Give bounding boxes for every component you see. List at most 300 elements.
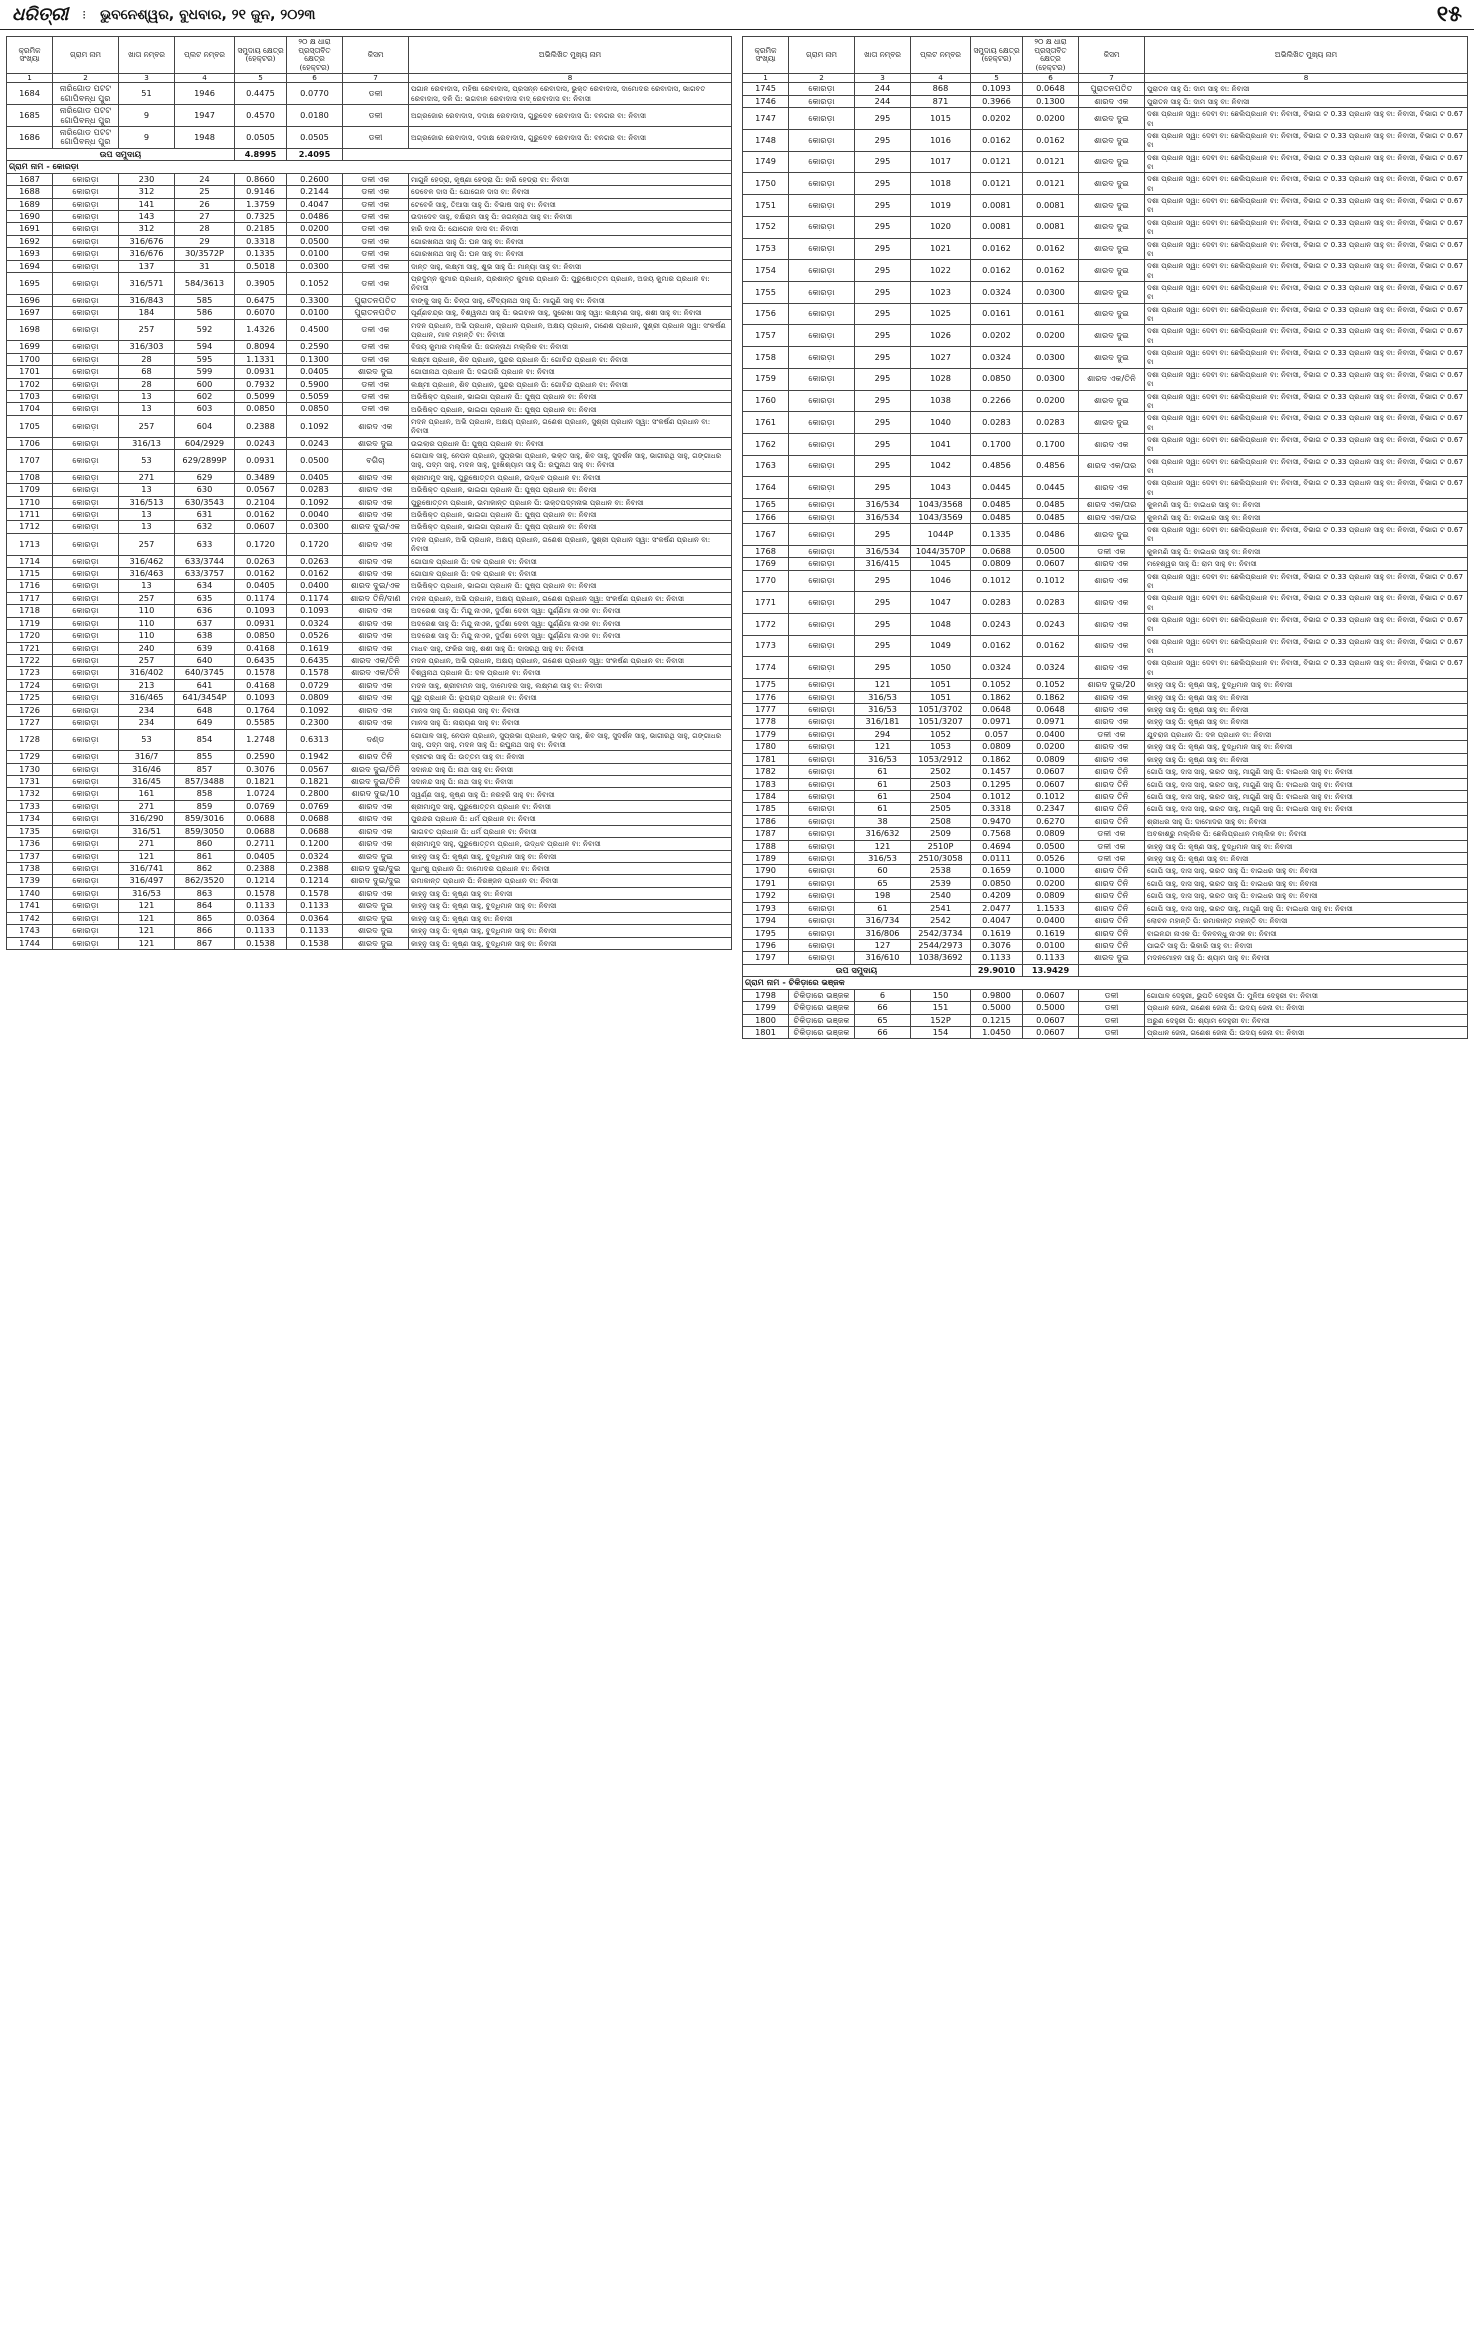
serial-cell: 1786 [743,815,789,827]
khata-cell: 28 [119,378,175,390]
kisam-cell: ଶାରଦ ଦୁଇ/ତିନି [343,776,409,788]
land-record-row [7,248,732,260]
kisam-cell: ଶାରଦ ଏକ [343,717,409,729]
serial-cell: 1741 [7,900,53,912]
proposed-area-cell: 0.0607 [1023,558,1079,570]
owner-cell: ଗୋପାଳ ସାହୁ, ନେପନ ପ୍ରଧାନ, ସୁପ୍ରଭା ପ୍ରଧାନ, ଭକ୍ତ ସାହୁ, ଶିବ ସାହୁ, ସୁଦର୍ଶନ ସାହୁ, ଭାଗୀରଥି ସାହୁ, ଗଙ୍ଗାଧର ସାହୁ, ପଦ୍ମ ସାହୁ, ମଦନ ସାହୁ, ଦୁଃଖିଶ୍ୟାମ ସାହୁ ପି: ରଘୁନାଥ ସାହୁ ବା: ନିବାସୀ [409,450,732,472]
proposed-area-cell: 0.0300 [1023,368,1079,390]
proposed-area-cell: 0.0505 [287,127,343,149]
khata-cell: 61 [855,803,911,815]
serial-cell: 1789 [743,853,789,865]
plot-cell: 633 [175,533,235,555]
plot-cell: 1047 [911,592,971,614]
owner-cell: ଦଶା ପ୍ରଧାନ ସ୍ୱା: ଦେବୀ ବା: ଛେଲିପ୍ରଧାନ ବା: ନିବାସୀ, ବିଭାଗ ଟ 0.33 ପ୍ରଧାନ ସାହୁ ବା: ନିବାସୀ, ବିଭାଗ ଟ 0.67 ବା [1145,108,1468,130]
plot-cell: 154 [911,1026,971,1038]
owner-cell: ଲକ୍ଷ୍ମୀ ପ୍ରଧାନ, ଶିବ ପ୍ରଧାନ, ସୁନ୍ଦର ପ୍ରଧାନ ପି: ଗୋବିନ୍ଦ ପ୍ରଧାନ ବା: ନିବାସୀ [409,353,732,365]
proposed-area-cell: 0.0161 [1023,303,1079,325]
kisam-cell: ଡଳୀ ଏକ [343,248,409,260]
plot-cell: 1946 [175,83,235,105]
colnum: 6 [1023,74,1079,83]
plot-cell: 641 [175,679,235,691]
plot-cell: 863 [175,887,235,899]
proposed-area-cell: 0.0500 [1023,545,1079,557]
khata-cell: 121 [855,679,911,691]
owner-cell: ଗୋପି ସାହୁ, ଦାସ ସାହୁ, ଭରତ ସାହୁ, ମାଗୁଣି ସାହୁ ପି: ବାଇଧର ସାହୁ ବା: ନିବାସୀ [1145,803,1468,815]
village-cell: କୋରଡ଼ା [53,813,119,825]
owner-cell: ଉଦାଦେବ ସାହୁ, ବକ୍ଷିରାମ ସାହୁ ପି: ଜଗନ୍ନାଥ ସାହୁ ବା: ନିବାସୀ [409,210,732,222]
kisam-cell: ଶାରଦ ଏକ [343,568,409,580]
khata-cell: 295 [855,195,911,217]
village-cell: କୋରଡ଼ା [53,838,119,850]
land-record-row [743,766,1468,778]
owner-cell: କାହ୍ନୁ ସାହୁ ପି: କୃଷ୍ଣ ସାହୁ ବା: ନିବାସୀ [1145,716,1468,728]
village-cell: କୋରଡ଼ା [789,433,855,455]
khata-cell: 295 [855,570,911,592]
serial-cell: 1783 [743,778,789,790]
land-record-row [7,654,732,666]
land-record-row [7,568,732,580]
colnum: 2 [53,74,119,83]
serial-cell: 1756 [743,303,789,325]
owner-cell: ମଦନ ପ୍ରଧାନ, ଅଭି ପ୍ରଧାନ, ଅକ୍ଷୟ ପ୍ରଧାନ, ଗଣେଶ ପ୍ରଧାନ ସ୍ୱା: ସଂକର୍ଷଣ ପ୍ରଧାନ ବା: ନିବାସୀ [409,592,732,604]
colnum: 5 [235,74,287,83]
kisam-cell: ଶାରଦ ଏକ/ତିନି [1079,368,1145,390]
kisam-cell: ଶାରଦ ଦୁଇ/ତିନି [343,763,409,775]
proposed-area-cell: 0.0809 [1023,890,1079,902]
khata-cell: 244 [855,95,911,107]
owner-cell: ହାରି ଦାସ ପି: ଯୋଗେନ ଦାସ ବା: ନିବାସୀ [409,223,732,235]
land-record-row [743,108,1468,130]
owner-cell: ଦଶା ପ୍ରଧାନ ସ୍ୱା: ଦେବୀ ବା: ଛେଲିପ୍ରଧାନ ବା: ନିବାସୀ, ବିଭାଗ ଟ 0.33 ପ୍ରଧାନ ସାହୁ ବା: ନିବାସୀ, ବିଭାଗ ଟ 0.67 ବା [1145,347,1468,369]
kisam-cell: ଡଳୀ ଏକ [343,260,409,272]
serial-cell: 1721 [7,642,53,654]
total-area-cell: 0.0121 [971,151,1023,173]
land-record-row [7,729,732,751]
owner-cell: ସଦାନନ୍ଦ ସାହୁ ପି: ନାଥ ସାହୁ ବା: ନିବାସୀ [409,763,732,775]
owner-cell: ଯୁବରାଜ ପ୍ରଧାନ ପି: ଦଳ ପ୍ରଧାନ ବା: ନିବାସୀ [1145,728,1468,740]
land-record-row [743,679,1468,691]
proposed-area-cell: 0.0809 [1023,828,1079,840]
serial-cell: 1801 [743,1026,789,1038]
proposed-area-cell: 0.6313 [287,729,343,751]
land-record-row [7,717,732,729]
serial-cell: 1753 [743,238,789,260]
khata-cell: 66 [855,1002,911,1014]
khata-cell: 61 [855,766,911,778]
kisam-cell: ଶାରଦ ତିନି [1079,915,1145,927]
serial-cell: 1738 [7,863,53,875]
khata-cell: 316/7 [119,751,175,763]
total-area-cell: 0.1764 [235,704,287,716]
plot-cell: 866 [175,925,235,937]
total-area-cell: 0.0809 [971,741,1023,753]
owner-cell: ଗୋପାଳ ଦେହୁରୀ, ଭୁପତି ଦେହୁରୀ ପି: ମୁଳିଆ ଦେହୁରୀ ବା: ନିବାସୀ [1145,989,1468,1001]
khata-cell: 316/462 [119,555,175,567]
khata-cell: 257 [119,592,175,604]
header-separator: ⁝ [82,7,87,22]
plot-cell: 629 [175,471,235,483]
village-cell: କୋରଡ଼ା [53,654,119,666]
plot-cell: 1027 [911,347,971,369]
owner-cell: ଦଶା ପ୍ରଧାନ ସ୍ୱା: ଦେବୀ ବା: ଛେଲିପ୍ରଧାନ ବା: ନିବାସୀ, ବିଭାଗ ଟ 0.33 ପ୍ରଧାନ ସାହୁ ବା: ନିବାସୀ, ବିଭାଗ ଟ 0.67 ବା [1145,412,1468,434]
kisam-cell: ଶାରଦ ଏକ [343,484,409,496]
plot-cell: 1028 [911,368,971,390]
khata-cell: 295 [855,390,911,412]
proposed-area-cell: 0.1942 [287,751,343,763]
plot-cell: 31 [175,260,235,272]
plot-cell: 855 [175,751,235,763]
land-record-row [743,939,1468,951]
village-section-label: ଗ୍ରାମ ନାମ - ଚିକିଡ଼ାରେ ଭଞ୍ଜକ [743,977,1468,989]
kisam-cell: ଶାରଦ ଦୁଇ [343,366,409,378]
total-area-cell: 0.1720 [235,533,287,555]
village-cell: କୋରଡ଼ା [789,238,855,260]
proposed-area-cell: 0.1619 [1023,927,1079,939]
serial-cell: 1735 [7,825,53,837]
plot-cell: 1040 [911,412,971,434]
col-head-serial: କ୍ରମିକ ସଂଖ୍ୟା [7,37,53,74]
village-cell: କୋରଡ଼ା [789,902,855,914]
kisam-cell: ଶାରଦ ଏକ [343,555,409,567]
village-cell: କୋରଡ଼ା [53,484,119,496]
proposed-area-cell: 0.0400 [1023,915,1079,927]
khata-cell: 295 [855,592,911,614]
total-area-cell: 0.3318 [235,235,287,247]
land-record-row [7,679,732,691]
serial-cell: 1764 [743,477,789,499]
village-cell: କୋରଡ଼ା [53,605,119,617]
total-area-cell: 0.057 [971,728,1023,740]
plot-cell: 1018 [911,173,971,195]
plot-cell: 865 [175,912,235,924]
serial-cell: 1723 [7,667,53,679]
proposed-area-cell: 0.1012 [1023,790,1079,802]
land-record-row [743,173,1468,195]
plot-cell: 2508 [911,815,971,827]
land-record-row [7,260,732,272]
proposed-area-cell: 0.3300 [287,294,343,306]
proposed-area-cell: 0.1092 [287,496,343,508]
plot-cell: 629/2899P [175,450,235,472]
land-record-row [7,521,732,533]
village-cell: ନାରିଗୋଡ ପଟଟ ଗୋପିବନ୍ଧ ପୁର [53,83,119,105]
serial-cell: 1733 [7,800,53,812]
proposed-area-cell: 0.0526 [1023,853,1079,865]
proposed-area-cell: 0.0445 [1023,477,1079,499]
land-record-row [7,763,732,775]
proposed-area-cell: 0.2347 [1023,803,1079,815]
proposed-area-cell: 0.0688 [287,813,343,825]
village-cell: କୋରଡ଼ା [789,95,855,107]
khata-cell: 316/632 [855,828,911,840]
land-record-row [743,853,1468,865]
kisam-cell: ଡଳୀ ଏକ [343,403,409,415]
owner-cell: ପୂର୍ଣ୍ଣଚନ୍ଦ୍ର ସାହୁ, ବିଶ୍ୱନାଥ ସାହୁ ପି: ଭଗବାନ ସାହୁ, ସୁରେଖା ସାହୁ ସ୍ୱା: ଲକ୍ଷ୍ମଣ ସାହୁ, ଶଶୀ ସାହୁ ବା: ନିବାସୀ [409,307,732,319]
col-head-total-area: ସମୁଦାୟ କ୍ଷେତ୍ର (ହେକ୍ଟର) [971,37,1023,74]
khata-cell: 295 [855,216,911,238]
owner-cell: ଦଶା ପ୍ରଧାନ ସ୍ୱା: ଦେବୀ ବା: ଛେଲିପ୍ରଧାନ ବା: ନିବାସୀ, ବିଭାଗ ଟ 0.33 ପ୍ରଧାନ ସାହୁ ବା: ନିବାସୀ, ବିଭାଗ ଟ 0.67 ବା [1145,613,1468,635]
owner-cell: ମହେଶ୍ୱର ସାହୁ ପି: ରାମ ସାହୁ ବା: ନିବାସୀ [1145,558,1468,570]
village-cell: କୋରଡ଼ା [789,368,855,390]
kisam-cell: ଶାରଦ ଏକ [1079,716,1145,728]
kisam-cell: ଶାରଦ ଏକ [1079,95,1145,107]
owner-cell: ଦଶା ପ୍ରଧାନ ସ୍ୱା: ଦେବୀ ବା: ଛେଲିପ୍ରଧାନ ବା: ନିବାସୀ, ବିଭାଗ ଟ 0.33 ପ୍ରଧାନ ସାହୁ ବା: ନିବାସୀ, ବିଭାଗ ଟ 0.67 ବା [1145,657,1468,679]
serial-cell: 1694 [7,260,53,272]
colnum: 7 [1079,74,1145,83]
right-column [742,36,1468,2331]
proposed-area-cell: 0.0770 [287,83,343,105]
proposed-area-cell: 0.0243 [287,437,343,449]
kisam-cell: ପୁରାତନପତିତ [1079,83,1145,95]
proposed-area-cell: 0.0729 [287,679,343,691]
proposed-area-cell: 0.4500 [287,319,343,341]
land-record-row [743,347,1468,369]
dateline: ଭୁବନେଶ୍ୱର, ବୁଧବାର, ୨୧ ଜୁନ, ୨୦୨୩ [100,6,316,23]
plot-cell: 1025 [911,303,971,325]
total-area-cell: 0.9800 [971,989,1023,1001]
village-cell: କୋରଡ଼ା [53,496,119,508]
owner-cell: ଦଶା ପ୍ରଧାନ ସ୍ୱା: ଦେବୀ ବା: ଛେଲିପ୍ରଧାନ ବା: ନିବାସୀ, ବିଭାଗ ଟ 0.33 ପ୍ରଧାନ ସାହୁ ବା: ନିବାସୀ, ବିଭାଗ ଟ 0.67 ବା [1145,635,1468,657]
khata-cell: 13 [119,484,175,496]
owner-cell: ଗୋପାଳ ସାହୁ, ନେପନ ପ୍ରଧାନ, ସୁପ୍ରଭା ପ୍ରଧାନ, ଭକ୍ତ ସାହୁ, ଶିବ ସାହୁ, ସୁଦର୍ଶନ ସାହୁ, ଭାଗୀରଥି ସାହୁ, ଗଙ୍ଗାଧର ସାହୁ, ପଦ୍ମ ସାହୁ, ମଦନ ସାହୁ ପି: ରଘୁନାଥ ସାହୁ ବା: ନିବାସୀ [409,729,732,751]
plot-cell: 640 [175,654,235,666]
serial-cell: 1785 [743,803,789,815]
total-area-cell: 1.0724 [235,788,287,800]
owner-cell: ଦଶା ପ୍ରଧାନ ସ୍ୱା: ଦେବୀ ବା: ଛେଲିପ୍ରଧାନ ବା: ନିବାସୀ, ବିଭାଗ ଟ 0.33 ପ୍ରଧାନ ସାହୁ ବା: ନିବାସୀ, ବିଭାଗ ଟ 0.67 ବା [1145,390,1468,412]
kisam-cell: ଶାରଦ ଏକ [1079,635,1145,657]
owner-cell: ଗୋପି ସାହୁ, ଦାସ ସାହୁ, ଭରତ ସାହୁ ପି: ବାଇଧର ସାହୁ ବା: ନିବାସୀ [1145,890,1468,902]
serial-cell: 1739 [7,875,53,887]
khata-cell: 61 [855,778,911,790]
total-area-cell: 0.0931 [235,366,287,378]
plot-cell: 1053/2912 [911,753,971,765]
khata-cell: 13 [119,580,175,592]
khata-cell: 316/53 [855,691,911,703]
proposed-area-cell: 0.1012 [1023,570,1079,592]
khata-cell: 295 [855,260,911,282]
serial-cell: 1710 [7,496,53,508]
total-area-cell: 0.1133 [971,952,1023,964]
kisam-cell: ଶାରଦ ଦୁଇ [1079,303,1145,325]
serial-cell: 1716 [7,580,53,592]
serial-cell: 1725 [7,692,53,704]
proposed-area-cell: 0.0200 [287,223,343,235]
khata-cell: 316/513 [119,496,175,508]
land-record-row [743,728,1468,740]
village-cell: କୋରଡ଼ା [789,613,855,635]
village-cell: କୋରଡ଼ା [789,545,855,557]
land-record-row [7,555,732,567]
proposed-area-cell: 0.0971 [1023,716,1079,728]
owner-cell: ଦାନ୍ତ ସାହୁ, ଲକ୍ଷ୍ମୀ ସାହୁ, ଶୁଭ ସାହୁ ପି: ମାନ୍ୟା ସାହୁ ବା: ନିବାସୀ [409,260,732,272]
serial-cell: 1711 [7,509,53,521]
total-area-cell: 0.0850 [235,630,287,642]
owner-cell: ଗୋପି ସାହୁ, ଦାସ ସାହୁ, ଭରତ ସାହୁ, ମାଗୁଣି ସାହୁ ପି: ବାଇଧର ସାହୁ ବା: ନିବାସୀ [1145,766,1468,778]
owner-cell: ଦଶା ପ୍ରଧାନ ସ୍ୱା: ଦେବୀ ବା: ଛେଲିପ୍ରଧାନ ବା: ନିବାସୀ, ବିଭାଗ ଟ 0.33 ପ୍ରଧାନ ସାହୁ ବା: ନିବାସୀ, ବିଭାଗ ଟ 0.67 ବା [1145,455,1468,477]
total-area-cell: 0.0263 [235,555,287,567]
proposed-area-cell: 0.1214 [287,875,343,887]
owner-cell: କାହ୍ନୁ ସାହୁ ପି: କୃଷ୍ଣ ସାହୁ, ବୁଦ୍ଧିମାନ ସାହୁ ବା: ନିବାସୀ [1145,840,1468,852]
land-record-row [743,703,1468,715]
land-record-row [7,273,732,295]
land-record-row [7,403,732,415]
plot-cell: 862/3520 [175,875,235,887]
serial-cell: 1692 [7,235,53,247]
kisam-cell: ଶାରଦ ଦୁଇ [1079,952,1145,964]
proposed-area-cell: 0.0809 [1023,753,1079,765]
khata-cell: 198 [855,890,911,902]
proposed-area-cell: 0.5000 [1023,1002,1079,1014]
village-cell: କୋରଡ଼ା [53,580,119,592]
total-area-cell: 0.0162 [971,260,1023,282]
serial-cell: 1770 [743,570,789,592]
village-cell: କୋରଡ଼ା [53,937,119,949]
land-record-row [7,850,732,862]
total-area-cell: 0.0931 [235,617,287,629]
land-record-row [743,927,1468,939]
colnum: 4 [175,74,235,83]
khata-cell: 295 [855,523,911,545]
village-section-row [743,977,1468,989]
khata-cell: 230 [119,173,175,185]
kisam-cell: ଶାରଦ ଏକ/ତାର [1079,455,1145,477]
land-record-row [7,667,732,679]
serial-cell: 1687 [7,173,53,185]
owner-cell: ଅଦରେଶ ସାହୁ ପି: ମିନ୍ଦୁ ନାଏକ, ଦୁର୍ଦ୍ଦଶା ଦେବୀ ସ୍ୱା: ପୁର୍ଣ୍ଣିମା ନାଏକ ବା: ନିବାସୀ [409,605,732,617]
land-record-row [7,704,732,716]
kisam-cell: ଶାରଦ ଦୁଇ [1079,260,1145,282]
proposed-area-cell: 0.0485 [1023,499,1079,511]
proposed-area-cell: 0.0809 [287,692,343,704]
total-area-cell: 0.0850 [235,403,287,415]
plot-cell: 636 [175,605,235,617]
proposed-area-cell: 0.0500 [287,235,343,247]
khata-cell: 316/806 [855,927,911,939]
village-cell: କୋରଡ଼ା [789,592,855,614]
total-area-cell: 1.2748 [235,729,287,751]
khata-cell: 295 [855,173,911,195]
kisam-cell: ଶାରଦ ଏକ [343,509,409,521]
land-record-row [7,319,732,341]
village-cell: କୋରଡ଼ା [789,890,855,902]
khata-cell: 316/534 [855,511,911,523]
village-cell: କୋରଡ଼ା [789,195,855,217]
total-area-cell: 0.8094 [235,341,287,353]
land-record-row [743,865,1468,877]
plot-cell: 1038 [911,390,971,412]
village-cell: କୋରଡ଼ା [53,307,119,319]
land-record-row [743,95,1468,107]
plot-cell: 1948 [175,127,235,149]
land-record-row [743,368,1468,390]
proposed-area-cell: 0.1052 [287,273,343,295]
khata-cell: 316/465 [119,692,175,704]
land-record-row [743,778,1468,790]
khata-cell: 271 [119,471,175,483]
kisam-cell: ଡଳୀ ଏକ [343,341,409,353]
colnum: 1 [743,74,789,83]
owner-cell: ପ୍ରଧାନ ଜେନା, ଗଣେଶ ଜେନା ପି: ଉଦୟ ଜେନା ବା: ନିବାସୀ [1145,1002,1468,1014]
owner-cell: ଟେବେଳି ସାହୁ, ତିଆସା ସାହୁ ପି: ବିଭାଷ ସାହୁ ବା: ନିବାସୀ [409,198,732,210]
khata-cell: 257 [119,319,175,341]
plot-cell: 1046 [911,570,971,592]
colnum: 8 [409,74,732,83]
kisam-cell: ଶାରଦ ଏକ [343,496,409,508]
plot-cell: 585 [175,294,235,306]
kisam-cell: ଶାରଦ ଏକ [343,704,409,716]
proposed-area-cell: 0.0405 [287,366,343,378]
kisam-cell: ଶାରଦ ଏକ/ତିନି [343,667,409,679]
serial-cell: 1761 [743,412,789,434]
khata-cell: 316/534 [855,545,911,557]
land-record-row [7,800,732,812]
col-head-plot: ପ୍ଲଟ ନମ୍ବର [911,37,971,74]
serial-cell: 1731 [7,776,53,788]
total-area-cell: 0.1093 [235,605,287,617]
plot-cell: 635 [175,592,235,604]
land-record-row [7,105,732,127]
khata-cell: 121 [855,741,911,753]
proposed-area-cell: 0.2300 [287,717,343,729]
owner-cell: ପ୍ରଦୁମ୍ନ କୁମାର ପ୍ରଧାନ, ପ୍ରଶାନ୍ତ କୁମାର ପ୍ରଧାନ ପି: ପୁରୁଷୋତ୍ତମ ପ୍ରଧାନ, ଅଜୟ କୁମାର ପ୍ରଧାନ ବା: ନିବାସୀ [409,273,732,295]
owner-cell: ଅଦରେଶ ସାହୁ ପି: ମିନ୍ଦୁ ନାଏକ, ଦୁର୍ଦ୍ଦଶା ଦେବୀ ସ୍ୱା: ପୁର୍ଣ୍ଣିମା ନାଏକ ବା: ନିବାସୀ [409,630,732,642]
village-cell: କୋରଡ଼ା [53,198,119,210]
land-record-row [743,499,1468,511]
serial-cell: 1746 [743,95,789,107]
kisam-cell: ଶାରଦ ଦୁଇ [343,937,409,949]
khata-cell: 316/53 [119,887,175,899]
serial-cell: 1796 [743,939,789,951]
subtotal-proposed-area: 13.9429 [1023,964,1079,976]
plot-cell: 1026 [911,325,971,347]
serial-cell: 1685 [7,105,53,127]
serial-cell: 1708 [7,471,53,483]
serial-cell: 1707 [7,450,53,472]
khata-cell: 240 [119,642,175,654]
village-cell: କୋରଡ଼ା [789,939,855,951]
village-cell: କୋରଡ଼ା [53,800,119,812]
proposed-area-cell: 0.0400 [287,580,343,592]
total-area-cell: 0.7325 [235,210,287,222]
khata-cell: 316/534 [855,499,911,511]
kisam-cell: ଡଳୀ [1079,1002,1145,1014]
total-area-cell: 0.0648 [971,703,1023,715]
serial-cell: 1766 [743,511,789,523]
village-cell: ଚିକିଡ଼ାରେ ଭଞ୍ଜକ [789,1026,855,1038]
land-record-row [743,477,1468,499]
land-record-row [743,558,1468,570]
plot-cell: 630/3543 [175,496,235,508]
land-record-row [743,523,1468,545]
col-head-proposed-area: ୨୦ କ୍ଷ ଧାରା ପ୍ରସ୍ତାବିତ କ୍ଷେତ୍ର (ହେକ୍ଟର) [287,37,343,74]
serial-cell: 1732 [7,788,53,800]
total-area-cell: 0.1578 [235,887,287,899]
serial-cell: 1724 [7,679,53,691]
kisam-cell: ଶାରଦ ଦୁଇ [1079,216,1145,238]
plot-cell: 594 [175,341,235,353]
land-record-row [7,776,732,788]
total-area-cell: 2.0477 [971,902,1023,914]
village-cell: କୋରଡ଼ା [53,863,119,875]
owner-cell: ଅଭିଷିକ୍ତ ପ୍ରଧାନ, ଭାଇଗା ପ୍ରଧାନ ପି: ପୁଷ୍ପ ପ୍ରଧାନ ବା: ନିବାସୀ [409,484,732,496]
village-cell: କୋରଡ଼ା [53,679,119,691]
serial-cell: 1780 [743,741,789,753]
proposed-area-cell: 0.0162 [1023,129,1079,151]
village-cell: କୋରଡ଼ା [789,927,855,939]
land-record-row [7,692,732,704]
serial-cell: 1684 [7,83,53,105]
village-cell: କୋରଡ଼ା [53,875,119,887]
